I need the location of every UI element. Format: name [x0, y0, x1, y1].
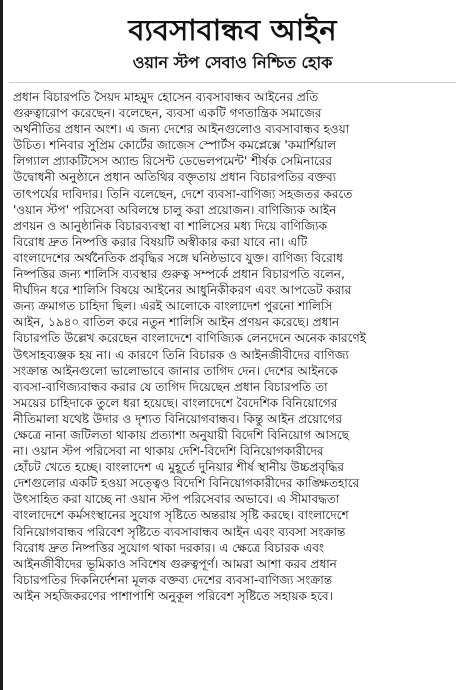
body-line: উদ্বোধনী অনুষ্ঠানে প্রধান অতিথির বক্তৃতায় প্রধান বিচারপতির বক্তব্য	[13, 170, 337, 185]
body-line: অর্থনীতির প্রধান অংশ। এ জন্য দেশের আইনগুলোও ব্যবসাবান্ধব হওয়া	[13, 122, 350, 137]
body-line: বাংলাদেশের অর্থনৈতিক প্রবৃদ্ধির সঙ্গে ঘনিষ্ঠভাবে যুক্ত। বাণিজ্য বিরোধ	[13, 250, 343, 265]
body-line: নীতিমালা যথেষ্ট উদার ও দৃশ্যত বিনিয়োগবান্ধব। কিন্তু আইন প্রয়োগের	[13, 411, 342, 426]
body-line: হোঁচট খেতে হচ্ছে। বাংলাদেশ এ মুহূর্তে দুনিয়ার শীর্ষ স্থানীয় উচ্চপ্রবৃদ্ধির	[13, 460, 344, 475]
subheadline: ওয়ান স্টপ সেবাও নিশ্চিত হোক	[132, 53, 333, 72]
body-line: আইন সহজিকরণের পাশাপাশি অনুকূল পরিবেশ সৃষ্টিতে সহায়ক হবে।	[13, 588, 333, 603]
body-line: দীর্ঘদিন ধরে শালিসি বিষয়ে আইনের আধুনিকীকরণ এবং আপডেট করার	[13, 283, 352, 298]
body-line: উৎসাহিত করা যাচ্ছে না ওয়ান স্টপ পরিসেবার অভাবে। এ সীমাবদ্ধতা	[13, 492, 340, 507]
body-line: নিষ্পত্তির জন্য শালিসি ব্যবস্থার গুরুত্ব সম্পর্কে প্রধান বিচারপতি বলেন,	[13, 267, 345, 282]
body-line: তাৎপর্যের দাবিদার। তিনি বলেছেন, দেশে ব্যবসা-বাণিজ্য সহজতর করতে	[13, 186, 353, 201]
body-line: ক্ষেত্রে নানা জটিলতা থাকায় প্রত্যাশা অনুযায়ী বিদেশি বিনিয়োগ আসছে	[13, 427, 350, 442]
body-line: বিরোধ দ্রুত নিষ্পত্তি করার বিষয়টি অস্বীকার করা যাবে না। এটি	[13, 234, 308, 249]
body-line: গুরুত্বারোপ করেছেন। বলেছেন, ব্যবসা একটি গণতান্ত্রিক সমাজের	[13, 106, 322, 121]
body-line: জন্য ক্রমাগত চাহিদা ছিল। এরই আলোকে বাংলাদেশ পুরনো শালিসি	[13, 299, 333, 314]
body-line: প্রণয়ন ও আনুষ্ঠানিক বিচারব্যবস্থা বা শালিসের মধ্য দিয়ে বাণিজ্যিক	[13, 218, 328, 233]
divider	[9, 82, 456, 83]
body-line: বিরোধ দ্রুত নিষ্পত্তির সুযোগ থাকা দরকার। এ ক্ষেত্রে বিচারক এবং	[13, 540, 325, 555]
body-line: সময়ের চাহিদাকে তুলে ধরা হয়েছে। বাংলাদেশে বৈদেশিক বিনিয়োগের	[13, 395, 338, 410]
body-line: দেশগুলোর একটি হওয়া সত্ত্বেও বিদেশি বিনিয়োগকারীদের কাঙ্ক্ষিতহারে	[13, 476, 360, 491]
body-line: লিগ্যাল প্র্যাকটিসেস অ্যান্ড রিসেন্ট ডেভেলপমেন্ট' শীর্ষক সেমিনারের	[13, 154, 333, 169]
body-line: না। ওয়ান স্টপ পরিসেবা না থাকায় দেশি-বিদেশি বিনিয়োগকারীদের	[13, 444, 324, 459]
body-line: প্রধান বিচারপতি সৈয়দ মাহমুদ হোসেন ব্যবসাবান্ধব আইনের প্রতি	[13, 90, 319, 104]
body-line: উচিত। শনিবার সুপ্রিম কোর্টের জাজেস স্পোর্টস কমপ্লেক্সে 'কমার্শিয়াল	[13, 138, 337, 153]
article-body	[3, 89, 462, 604]
body-line: বিচারপতি উল্লেখ করেছেন বাংলাদেশে বাণিজ্যিক লেনদেনে অনেক কারণেই	[13, 331, 366, 346]
body-line: আইনজীবীদের ভূমিকাও সবিশেষ গুরুত্বপূর্ণ। আমরা আশা করব প্রধান	[13, 556, 337, 571]
body-line: আইন, ১৯৪০ বাতিল করে নতুন শালিসি আইন প্রণয়ন করেছে। প্রধান	[13, 315, 340, 330]
body-line: ব্যবসা-বাণিজ্যবান্ধব করার যে তাগিদ দিয়েছেন প্রধান বিচারপতি তা	[13, 379, 328, 394]
body-line: বাংলাদেশে কর্মসংস্থানের সুযোগ সৃষ্টিতে অন্তরায় সৃষ্টি করছে। বাংলাদেশে	[13, 508, 349, 523]
body-line: বিনিয়োগবান্ধব পরিবেশ সৃষ্টিতে ব্যবসাবান্ধব আইন এবং ব্যবসা সংক্রান্ত	[13, 524, 346, 539]
headline: ব্যবসাবান্ধব আইন	[128, 13, 337, 47]
body-line: সংক্রান্ত আইনগুলো ভালোভাবে জানার তাগিদ দেন। দেশের আইনকে	[13, 363, 338, 378]
body-line: বিচারপতির দিকনির্দেশনা মূলক বক্তব্য দেশের ব্যবসা-বাণিজ্য সংক্রান্ত	[13, 572, 333, 587]
body-line: 'ওয়ান স্টপ' পরিসেবা অবিলম্বে চালু করা প্রয়োজন। বাণিজ্যিক আইন	[13, 202, 337, 217]
body-line: উৎসাহব্যঞ্জক হয় না। এ কারণে তিনি বিচারক ও আইনজীবীদের বাণিজ্য	[13, 347, 350, 362]
